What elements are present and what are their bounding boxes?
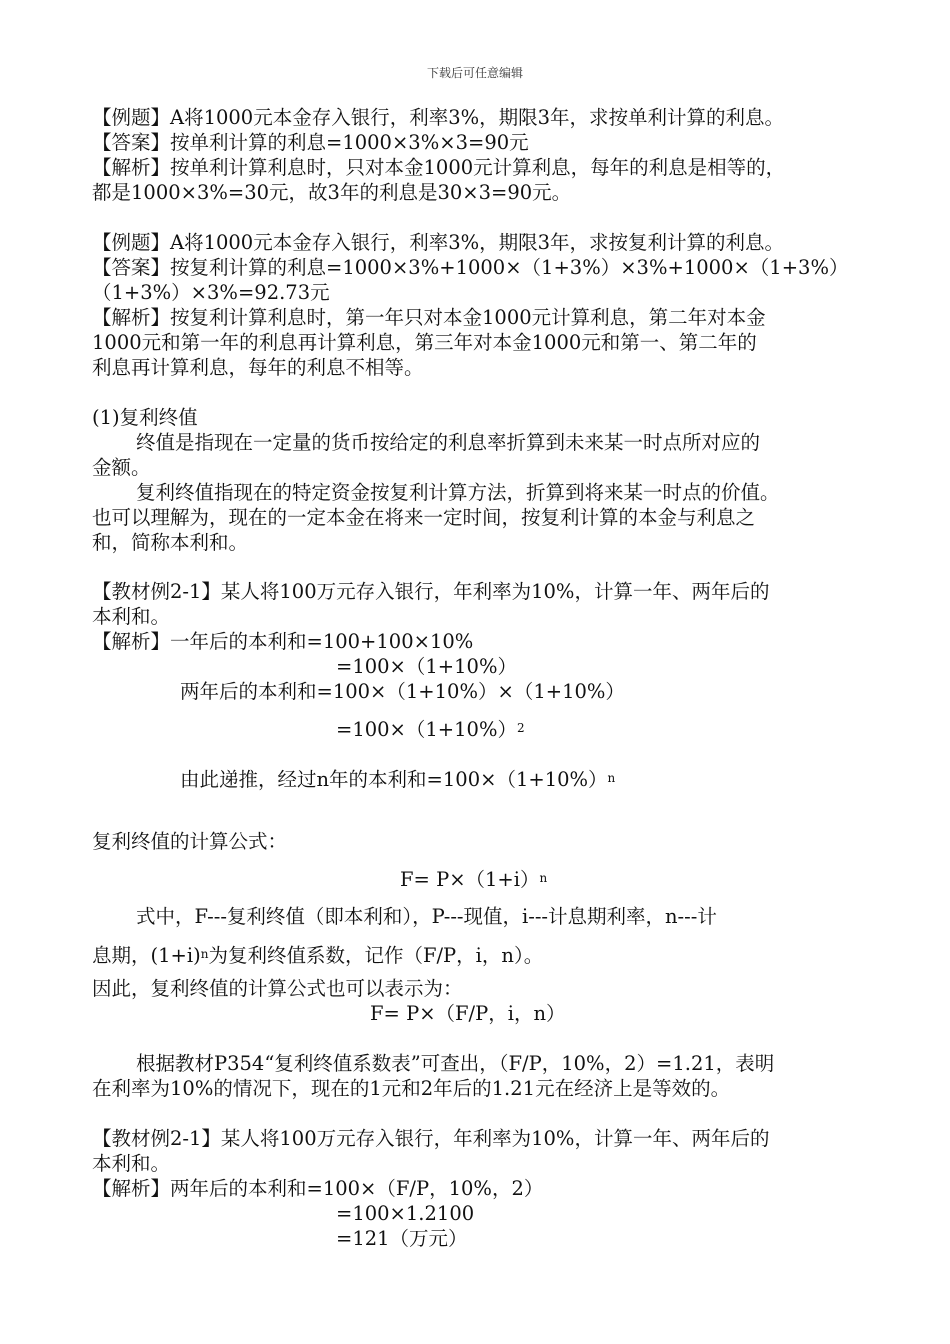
example2-answer-line1: 【答案】按复利计算的利息=1000×3%+1000×（1+3%）×3%+1000×（1+3%）	[92, 256, 849, 279]
example3-analysis-line2: =100×（1+10%）	[336, 655, 517, 678]
example4-analysis-line1: 【解析】两年后的本利和=100×（F/P，10%，2）	[92, 1177, 544, 1200]
definition1-line1: 终值是指现在一定量的货币按给定的利息率折算到未来某一时点所对应的	[136, 431, 761, 454]
definition2-line1: 复利终值指现在的特定资金按复利计算方法，折算到将来某一时点的价值。	[136, 481, 780, 504]
example3-line5-text: 由此递推，经过n年的本利和=100×（1+10%）	[180, 768, 608, 791]
example4-analysis-line3: =121（万元）	[336, 1227, 468, 1250]
section-title: (1)复利终值	[92, 406, 198, 429]
example4-question-line2: 本利和。	[92, 1152, 171, 1175]
example3-analysis-line4	[336, 718, 525, 742]
example1-analysis-line1: 【解析】按单利计算利息时，只对本金1000元计算利息，每年的利息是相等的，	[92, 156, 786, 179]
definition2-line2: 也可以理解为，现在的一定本金在将来一定时间，按复利计算的本金与利息之	[92, 506, 756, 529]
formula-also: 因此，复利终值的计算公式也可以表示为：	[92, 977, 463, 1000]
definition1-line2: 金额。	[92, 456, 151, 479]
table-note-line1: 根据教材P354“复利终值系数表”可查出，（F/P，10%，2）=1.21，表明	[136, 1052, 775, 1075]
formula-intro: 复利终值的计算公式：	[92, 830, 288, 853]
formula-explain-line2	[92, 944, 543, 968]
example4-question-line1: 【教材例2-1】某人将100万元存入银行，年利率为10%，计算一年、两年后的	[92, 1127, 770, 1150]
example1-question: 【例题】A将1000元本金存入银行，利率3%，期限3年，求按单利计算的利息。	[92, 106, 785, 129]
example2-question: 【例题】A将1000元本金存入银行，利率3%，期限3年，求按复利计算的利息。	[92, 231, 785, 254]
formula-equation	[400, 868, 547, 892]
example3-question-line2: 本利和。	[92, 605, 171, 628]
example2-analysis-line2: 1000元和第一年的利息再计算利息，第三年对本金1000元和第一、第二年的	[92, 331, 757, 354]
definition2-line3: 和，简称本利和。	[92, 531, 249, 554]
page-header: 下载后可任意编辑	[426, 66, 523, 80]
example3-analysis-line3: 两年后的本利和=100×（1+10%）×（1+10%）	[180, 680, 625, 703]
example1-answer: 【答案】按单利计算的利息=1000×3%×3=90元	[92, 131, 529, 154]
formula-explain-line2-exponent: n	[200, 947, 209, 961]
example3-line4-text: =100×（1+10%）	[336, 718, 517, 741]
example3-line4-exponent: 2	[517, 721, 525, 735]
example2-analysis-line1: 【解析】按复利计算利息时，第一年只对本金1000元计算利息，第二年对本金	[92, 306, 766, 329]
formula-explain-line1: 式中，F---复利终值（即本利和），P---现值，i---计息期利率，n---计	[136, 905, 717, 928]
example4-analysis-line2: =100×1.2100	[336, 1202, 475, 1225]
example3-analysis-line1: 【解析】一年后的本利和=100+100×10%	[92, 630, 474, 653]
formula-explain-line2-b: 为复利终值系数，记作（F/P，i，n）。	[208, 944, 544, 967]
formula-explain-line2-a: 息期，(1+i)	[92, 944, 201, 967]
example3-analysis-line5	[180, 768, 615, 792]
example3-question-line1: 【教材例2-1】某人将100万元存入银行，年利率为10%，计算一年、两年后的	[92, 580, 770, 603]
table-note-line2: 在利率为10%的情况下，现在的1元和2年后的1.21元在经济上是等效的。	[92, 1077, 731, 1100]
formula-equation-text: F= P×（1+i）	[400, 868, 540, 891]
example1-analysis-line2: 都是1000×3%=30元，故3年的利息是30×3=90元。	[92, 181, 572, 204]
example3-line5-exponent: n	[607, 771, 616, 785]
example2-analysis-line3: 利息再计算利息，每年的利息不相等。	[92, 356, 424, 379]
example2-answer-line2: （1+3%）×3%=92.73元	[92, 281, 330, 304]
formula-equation2: F= P×（F/P，i，n）	[370, 1002, 566, 1025]
formula-equation-exponent: n	[539, 871, 548, 885]
